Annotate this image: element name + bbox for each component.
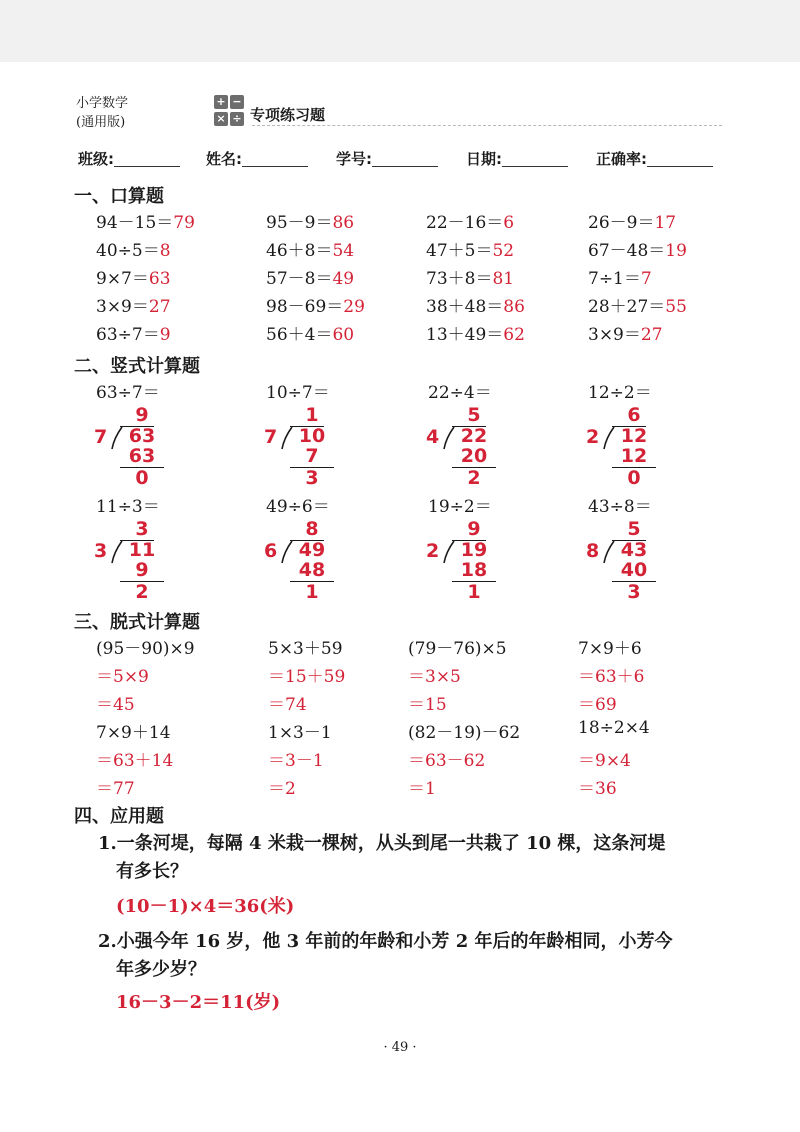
header-rule	[252, 125, 722, 126]
mental-question: 95－9＝	[266, 213, 333, 233]
mental-question: 26－9＝	[588, 213, 655, 233]
info-number	[336, 148, 438, 169]
mental-item	[426, 208, 514, 233]
info-number-label: 学号:	[336, 150, 372, 168]
info-name	[206, 148, 308, 169]
info-date	[466, 148, 568, 169]
quotient: 8	[305, 518, 319, 540]
mental-item	[96, 320, 171, 345]
long-division-problem: 11÷3＝	[96, 497, 160, 517]
plus-icon: +	[214, 95, 228, 109]
mixed-expression: (82－19)－62	[408, 723, 521, 743]
long-division-work	[586, 518, 666, 603]
mental-question: 98－69＝	[266, 297, 344, 317]
divisor: 6	[264, 540, 278, 562]
mental-question: 47＋5＝	[426, 241, 493, 261]
long-division-problem: 49÷6＝	[266, 497, 330, 517]
mental-item	[96, 264, 171, 289]
mixed-expression: 1×3－1	[268, 723, 332, 743]
mental-item	[588, 292, 687, 317]
quotient: 3	[135, 518, 149, 540]
times-icon: ×	[214, 112, 228, 126]
mixed-step: ＝45	[96, 695, 135, 715]
mental-answer: 52	[492, 241, 515, 261]
mental-answer: 6	[503, 213, 515, 233]
quotient: 6	[627, 404, 641, 426]
product: 18	[460, 559, 488, 581]
mental-answer: 60	[332, 325, 355, 345]
mental-answer: 19	[665, 241, 687, 261]
mixed-step: ＝3×5	[408, 667, 461, 687]
remainder: 0	[627, 467, 641, 489]
dividend: 11	[128, 539, 156, 561]
brand	[76, 94, 148, 132]
mixed-step: ＝2	[268, 779, 296, 799]
divisor: 2	[586, 426, 600, 448]
mental-item	[588, 264, 652, 289]
applied-question-2	[98, 928, 738, 984]
mental-item	[426, 292, 525, 317]
mixed-step: ＝15＋59	[268, 667, 346, 687]
mental-answer: 9	[159, 325, 171, 345]
mental-question: 94－15＝	[96, 213, 174, 233]
mental-answer: 27	[148, 297, 171, 317]
mental-item	[266, 236, 354, 261]
mixed-step: ＝36	[578, 779, 617, 799]
long-division-work	[94, 404, 174, 489]
dividend: 63	[128, 425, 156, 447]
mental-answer: 8	[159, 241, 171, 261]
mental-answer: 27	[640, 325, 663, 345]
applied-2-line1: 2.小强今年 16 岁，他 3 年前的年龄和小芳 2 年后的年龄相同，小芳今	[98, 931, 673, 952]
mental-question: 28＋27＝	[588, 297, 666, 317]
info-name-blank[interactable]	[242, 150, 308, 167]
mental-question: 13＋49＝	[426, 325, 504, 345]
divisor: 8	[586, 540, 600, 562]
mental-question: 38＋48＝	[426, 297, 504, 317]
product: 20	[460, 445, 488, 467]
mental-answer: 79	[173, 213, 195, 233]
long-division-work	[264, 404, 344, 489]
applied-1-line2: 有多长？	[116, 861, 188, 882]
mixed-step: ＝63＋14	[96, 751, 174, 771]
applied-1-answer: (10－1)×4＝36(米)	[116, 896, 295, 917]
remainder: 3	[627, 581, 641, 603]
page-header	[72, 92, 722, 132]
divisor: 4	[426, 426, 440, 448]
mental-item	[426, 320, 525, 345]
divisor: 3	[94, 540, 108, 562]
info-number-blank[interactable]	[372, 150, 438, 167]
mental-question: 57－8＝	[266, 269, 333, 289]
page-number: · 49 ·	[383, 1040, 417, 1055]
quotient: 1	[305, 404, 319, 426]
remainder: 3	[305, 467, 319, 489]
info-name-label: 姓名:	[206, 150, 242, 168]
dividend: 10	[298, 425, 326, 447]
mental-answer: 81	[492, 269, 515, 289]
section-applied: 四、应用题	[74, 806, 164, 827]
mixed-expression: 18÷2×4	[578, 718, 650, 738]
applied-1-line1: 1.一条河堤，每隔 4 米栽一棵树，从头到尾一共栽了 10 棵，这条河堤	[98, 833, 666, 854]
dividend: 49	[298, 539, 326, 561]
quotient: 5	[467, 404, 481, 426]
info-accuracy-label: 正确率:	[596, 150, 647, 168]
divisor: 7	[264, 426, 278, 448]
brand-line2: (通用版)	[76, 115, 126, 130]
mental-question: 9×7＝	[96, 269, 149, 289]
info-accuracy-blank[interactable]	[647, 150, 713, 167]
mental-item	[426, 264, 514, 289]
mixed-expression: (79－76)×5	[408, 639, 507, 659]
remainder: 1	[305, 581, 319, 603]
mixed-step: ＝69	[578, 695, 617, 715]
info-accuracy	[596, 148, 713, 169]
brand-line1: 小学数学	[76, 96, 129, 111]
mental-question: 56＋4＝	[266, 325, 333, 345]
dividend: 19	[460, 539, 488, 561]
mental-answer: 63	[148, 269, 171, 289]
long-division-work	[426, 518, 506, 603]
mixed-expression: 5×3＋59	[268, 639, 343, 659]
quotient: 9	[467, 518, 481, 540]
applied-2-answer: 16－3－2＝11(岁)	[116, 992, 281, 1013]
quotient: 9	[135, 404, 149, 426]
mental-item	[96, 208, 195, 233]
mental-item	[266, 264, 354, 289]
mental-question: 63÷7＝	[96, 325, 160, 345]
long-division-problem: 63÷7＝	[96, 383, 160, 403]
mixed-step: ＝63＋6	[578, 667, 645, 687]
mental-question: 3×9＝	[96, 297, 149, 317]
section-mental: 一、口算题	[74, 186, 164, 207]
mixed-step: ＝77	[96, 779, 135, 799]
long-division-problem: 12÷2＝	[588, 383, 652, 403]
mental-answer: 86	[332, 213, 355, 233]
product: 7	[305, 445, 319, 467]
applied-2-line2: 年多少岁？	[116, 959, 206, 980]
section-long-division: 二、竖式计算题	[74, 356, 200, 377]
info-class-blank[interactable]	[114, 150, 180, 167]
product: 63	[128, 445, 156, 467]
mixed-expression: (95－90)×9	[96, 639, 195, 659]
product: 48	[298, 559, 326, 581]
long-division-problem: 19÷2＝	[428, 497, 492, 517]
mixed-step: ＝3－1	[268, 751, 324, 771]
mental-item	[266, 292, 365, 317]
dividend: 12	[620, 425, 648, 447]
mental-item	[96, 236, 171, 261]
mental-question: 67－48＝	[588, 241, 666, 261]
divisor: 7	[94, 426, 108, 448]
mental-grid	[96, 208, 736, 348]
mental-item	[266, 208, 354, 233]
info-class	[78, 148, 180, 169]
operator-icons	[214, 95, 244, 129]
mental-answer: 29	[343, 297, 365, 317]
long-division-problem: 43÷8＝	[588, 497, 652, 517]
remainder: 0	[135, 467, 149, 489]
mental-question: 73＋8＝	[426, 269, 493, 289]
mixed-step: ＝15	[408, 695, 447, 715]
product: 40	[620, 559, 648, 581]
long-division-problem: 22÷4＝	[428, 383, 492, 403]
mixed-expression: 7×9＋6	[578, 639, 642, 659]
mixed-expression: 7×9＋14	[96, 723, 171, 743]
minus-icon: −	[230, 95, 244, 109]
mental-item	[426, 236, 514, 261]
applied-question-1	[98, 830, 738, 886]
mental-item	[588, 208, 676, 233]
worksheet-title: 专项练习题	[250, 106, 326, 124]
mental-answer: 49	[332, 269, 355, 289]
long-division-problem: 10÷7＝	[266, 383, 330, 403]
mental-item	[266, 320, 354, 345]
mental-answer: 17	[654, 213, 677, 233]
mental-item	[96, 292, 171, 317]
info-date-blank[interactable]	[502, 150, 568, 167]
long-division-work	[264, 518, 344, 603]
mixed-step: ＝74	[268, 695, 307, 715]
mixed-step: ＝63－62	[408, 751, 486, 771]
info-date-label: 日期:	[466, 150, 502, 168]
long-division-work	[94, 518, 174, 603]
remainder: 2	[467, 467, 481, 489]
product: 12	[620, 445, 648, 467]
divisor: 2	[426, 540, 440, 562]
mental-question: 7÷1＝	[588, 269, 641, 289]
mental-answer: 55	[665, 297, 687, 317]
mental-item	[588, 320, 663, 345]
info-row	[78, 148, 728, 174]
mental-answer: 7	[640, 269, 652, 289]
long-division-work	[426, 404, 506, 489]
mixed-step: ＝5×9	[96, 667, 149, 687]
remainder: 1	[467, 581, 481, 603]
mental-question: 46＋8＝	[266, 241, 333, 261]
product: 9	[135, 559, 149, 581]
mixed-step: ＝1	[408, 779, 436, 799]
mental-answer: 54	[332, 241, 355, 261]
remainder: 2	[135, 581, 149, 603]
mental-answer: 86	[503, 297, 525, 317]
dividend: 43	[620, 539, 648, 561]
mental-question: 22－16＝	[426, 213, 504, 233]
section-mixed: 三、脱式计算题	[74, 612, 200, 633]
long-division-work	[586, 404, 666, 489]
mental-question: 3×9＝	[588, 325, 641, 345]
dividend: 22	[460, 425, 488, 447]
divide-icon: ÷	[230, 112, 244, 126]
mental-question: 40÷5＝	[96, 241, 160, 261]
top-band	[0, 0, 800, 62]
mixed-step: ＝9×4	[578, 751, 631, 771]
mental-answer: 62	[503, 325, 525, 345]
info-class-label: 班级:	[78, 150, 114, 168]
mental-item	[588, 236, 687, 261]
quotient: 5	[627, 518, 641, 540]
